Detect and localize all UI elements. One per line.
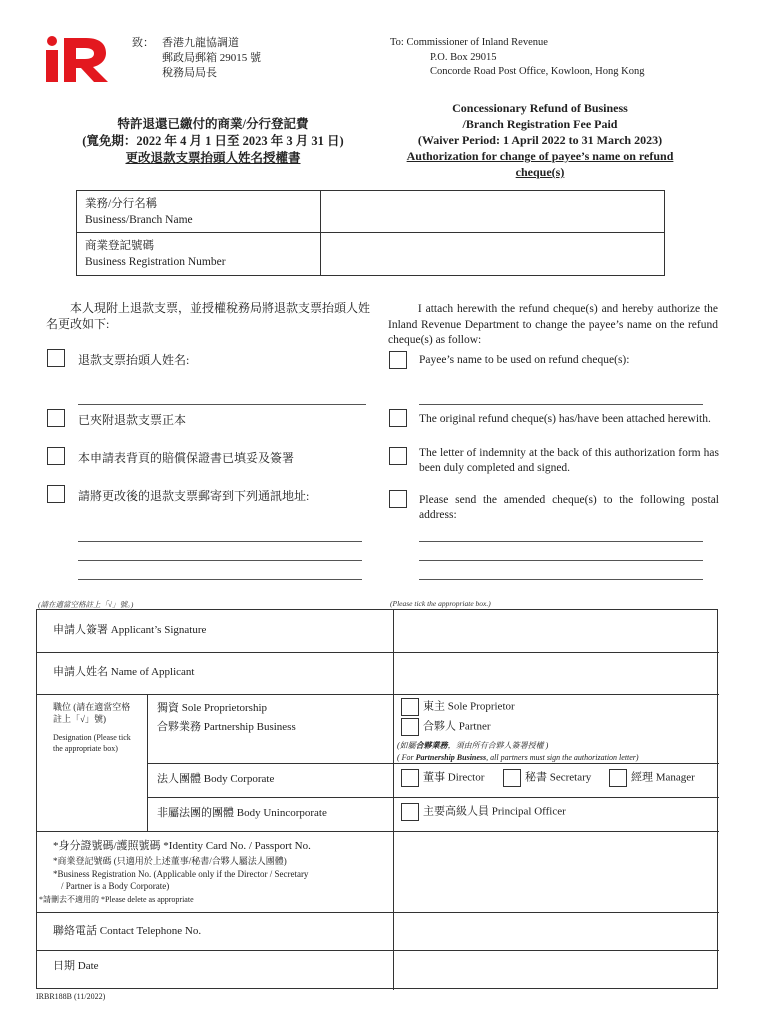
address-en-line1: P.O. Box 29015 bbox=[430, 51, 497, 63]
business-name-label bbox=[77, 191, 321, 232]
form-code: IRBR188B (11/2022) bbox=[36, 992, 106, 1001]
address-english bbox=[390, 36, 644, 80]
address-line-1-zh[interactable] bbox=[78, 541, 362, 542]
partner-checkbox[interactable] bbox=[401, 718, 419, 736]
address-line-2-en[interactable] bbox=[419, 560, 703, 561]
business-name-row bbox=[77, 191, 664, 233]
address-zh-line3: 稅務局局長 bbox=[162, 67, 217, 79]
payee-name-line-en[interactable] bbox=[419, 404, 703, 405]
payee-name-line-zh[interactable] bbox=[78, 404, 366, 405]
intro-en: I attach herewith the refund cheque(s) and hereby authorize the Inland Revenue Department to change the payee’s name on the refund cheque(s) as follow: bbox=[388, 303, 718, 346]
body-corporate-label: 法人團體 Body Corporate bbox=[157, 773, 275, 785]
address-zh-line2: 郵政局郵箱 29015 號 bbox=[162, 52, 261, 64]
business-name-label-en: Business/Branch Name bbox=[85, 214, 193, 226]
secretary-checkbox[interactable] bbox=[503, 769, 521, 787]
indemnity-checkbox-en[interactable] bbox=[389, 447, 407, 465]
address-en-to: To: Commissioner of Inland Revenue bbox=[390, 37, 548, 48]
id-number-label: *身分證號碼/護照號碼 *Identity Card No. / Passport No. bbox=[53, 840, 311, 852]
title-en-line5: cheque(s) bbox=[515, 165, 565, 179]
designation-label-en: Designation (Please tick the appropriate box) bbox=[53, 733, 131, 753]
tick-note-en: (Please tick the appropriate box.) bbox=[390, 599, 491, 608]
partner-text: 合夥人 Partner bbox=[423, 720, 491, 733]
address-en-line2: Concorde Road Post Office, Kowloon, Hong Kong bbox=[430, 66, 645, 77]
address-line-3-zh[interactable] bbox=[78, 579, 362, 580]
title-english bbox=[390, 100, 690, 180]
intro-zh: 本人現附上退款支票，並授權稅務局將退款支票抬頭人姓名更改如下: bbox=[46, 301, 371, 331]
title-en-line2: /Branch Registration Fee Paid bbox=[462, 117, 618, 131]
option-postal-zh: 請將更改後的退款支票郵寄到下列通訊地址: bbox=[78, 489, 310, 503]
row-divider bbox=[147, 763, 719, 764]
sole-proprietor-checkbox[interactable] bbox=[401, 698, 419, 716]
option-attached-zh: 已夾附退款支票正本 bbox=[78, 413, 187, 427]
cheque-attached-checkbox-en[interactable] bbox=[389, 409, 407, 427]
date-label: 日期 Date bbox=[53, 960, 99, 972]
title-zh-line1: 特許退還已繳付的商業/分行登記費 bbox=[117, 117, 309, 131]
sole-proprietor-text: 東主 Sole Proprietor bbox=[423, 700, 515, 713]
sole-proprietor-option[interactable] bbox=[401, 698, 515, 716]
cheque-attached-checkbox-zh[interactable] bbox=[47, 409, 65, 427]
brn-applicant-label-zh: *商業登記號碼 (只適用於上述董事/秘書/合夥人屬法人團體) bbox=[53, 856, 287, 866]
address-line-1-en[interactable] bbox=[419, 541, 703, 542]
body-unincorporate-label: 非屬法團的團體 Body Unincorporate bbox=[157, 807, 327, 819]
postal-address-checkbox-zh[interactable] bbox=[47, 485, 65, 503]
delete-note: *請刪去不適用的 *Please delete as appropriate bbox=[39, 895, 194, 904]
manager-text: 經理 Manager bbox=[631, 771, 695, 784]
title-chinese bbox=[48, 116, 378, 167]
title-zh-line2: (寬免期：2022 年 4 月 1 日至 2023 年 3 月 31 日) bbox=[82, 134, 344, 148]
row-divider bbox=[147, 797, 719, 798]
title-en-line4: Authorization for change of payee’s name on refund bbox=[406, 149, 674, 163]
tick-note-zh: (請在適當空格註上「√」號。) bbox=[38, 600, 134, 609]
date-field[interactable] bbox=[394, 951, 718, 989]
brn-row bbox=[77, 233, 664, 275]
address-zh-line1: 香港九龍協調道 bbox=[162, 37, 239, 49]
payee-name-checkbox-en[interactable] bbox=[389, 351, 407, 369]
telephone-field[interactable] bbox=[394, 913, 718, 950]
designation-divider bbox=[147, 694, 148, 831]
partner-note-zh-prefix: (如屬 bbox=[397, 741, 416, 750]
option-indemnity-zh: 本申請表背頁的賠償保證書已填妥及簽署 bbox=[78, 451, 295, 465]
designation-label-zh: 職位 (請在適當空格註上「√」號) bbox=[53, 702, 131, 724]
signature-field[interactable] bbox=[394, 610, 718, 652]
secretary-option[interactable] bbox=[503, 769, 591, 787]
partner-note-en-bold: Partnership Business bbox=[415, 753, 487, 762]
option-postal-en: Please send the amended cheque(s) to the following postal address: bbox=[419, 494, 719, 521]
applicant-table bbox=[36, 609, 718, 989]
title-zh-line3: 更改退款支票抬頭人姓名授權書 bbox=[125, 151, 301, 165]
ird-logo bbox=[44, 36, 110, 84]
address-chinese bbox=[132, 36, 261, 81]
brn-label-en: Business Registration Number bbox=[85, 256, 226, 268]
brn-applicant-label-en2: / Partner is a Body Corporate) bbox=[61, 881, 170, 891]
principal-officer-text: 主要高級人員 Principal Officer bbox=[423, 805, 566, 818]
secretary-text: 秘書 Secretary bbox=[525, 771, 592, 784]
signature-label: 申請人簽署 Applicant’s Signature bbox=[53, 624, 207, 636]
brn-label-zh: 商業登記號碼 bbox=[85, 240, 154, 252]
director-option[interactable] bbox=[401, 769, 484, 787]
brn-applicant-label-en1: *Business Registration No. (Applicable only if the Director / Secretary bbox=[53, 869, 309, 879]
manager-checkbox[interactable] bbox=[609, 769, 627, 787]
address-line-2-zh[interactable] bbox=[78, 560, 362, 561]
principal-officer-option[interactable] bbox=[401, 803, 566, 821]
brn-field[interactable] bbox=[321, 233, 664, 275]
partner-note-zh-bold: 合夥業務 bbox=[415, 741, 448, 750]
partner-note-en-prefix: ( For bbox=[397, 753, 416, 762]
option-payee-zh: 退款支票抬頭人姓名: bbox=[78, 353, 190, 367]
partner-note-en bbox=[397, 752, 639, 763]
partner-note-zh-suffix: ，須由所有合夥人簽署授權 ) bbox=[447, 741, 549, 750]
applicant-name-field[interactable] bbox=[394, 653, 718, 694]
option-indemnity-en: The letter of indemnity at the back of this authorization form has been duly completed and signed. bbox=[419, 447, 719, 474]
partnership-business-label: 合夥業務 Partnership Business bbox=[157, 721, 296, 733]
indemnity-checkbox-zh[interactable] bbox=[47, 447, 65, 465]
brn-label bbox=[77, 233, 321, 275]
director-checkbox[interactable] bbox=[401, 769, 419, 787]
option-attached-en: The original refund cheque(s) has/have been attached herewith. bbox=[419, 413, 711, 425]
principal-officer-checkbox[interactable] bbox=[401, 803, 419, 821]
applicant-name-label: 申請人姓名 Name of Applicant bbox=[53, 666, 195, 678]
partner-note-en-suffix: , all partners must sign the authorization letter) bbox=[486, 753, 639, 762]
row-divider bbox=[37, 694, 719, 695]
title-en-line3: (Waiver Period: 1 April 2022 to 31 March 2023) bbox=[417, 133, 663, 147]
to-label-zh: 致： bbox=[132, 37, 154, 49]
sole-proprietorship-label: 獨資 Sole Proprietorship bbox=[157, 702, 267, 714]
partner-option[interactable] bbox=[401, 718, 491, 736]
director-text: 董事 Director bbox=[423, 771, 485, 784]
id-brn-field[interactable] bbox=[394, 832, 718, 912]
business-name-field[interactable] bbox=[321, 191, 664, 232]
option-payee-en: Payee’s name to be used on refund cheque(s): bbox=[419, 354, 630, 366]
business-info-table bbox=[76, 190, 665, 276]
business-name-label-zh: 業務/分行名稱 bbox=[85, 198, 158, 210]
payee-name-checkbox-zh[interactable] bbox=[47, 349, 65, 367]
partner-note-zh bbox=[397, 740, 548, 751]
postal-address-checkbox-en[interactable] bbox=[389, 490, 407, 508]
title-en-line1: Concessionary Refund of Business bbox=[452, 101, 628, 115]
address-line-3-en[interactable] bbox=[419, 579, 703, 580]
manager-option[interactable] bbox=[609, 769, 695, 787]
telephone-label: 聯絡電話 Contact Telephone No. bbox=[53, 925, 202, 937]
